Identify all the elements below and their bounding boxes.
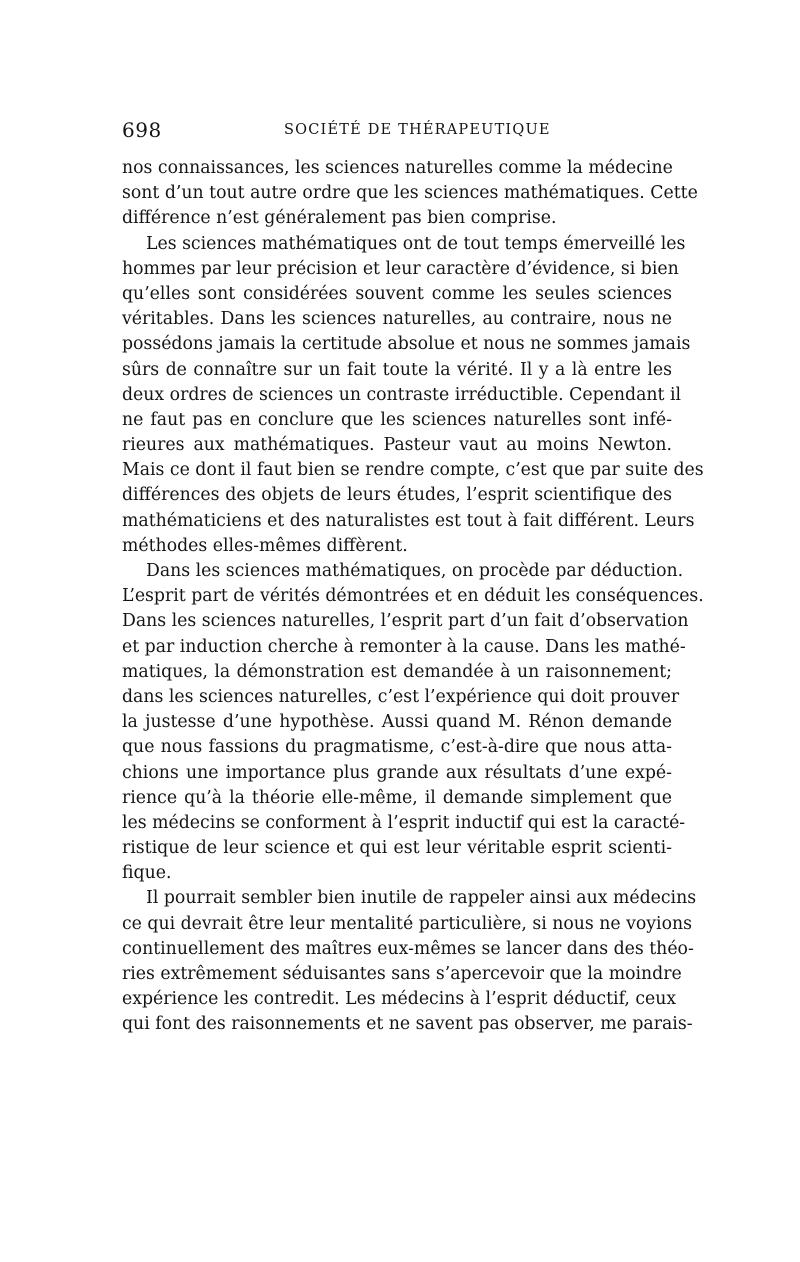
text-line: Mais ce dont il faut bien se rendre compte, c’est que par suite des (122, 460, 704, 481)
text-line: qu’elles sont considérées souvent comme les seules sciences (122, 283, 672, 304)
text-line: ce qui devrait être leur mentalité particulière, si nous ne voyions (122, 913, 692, 934)
text-line: ries extrêmement séduisantes sans s’apercevoir que la moindre (122, 964, 682, 984)
text-line: Dans les sciences naturelles, l’esprit part d’un fait d’observation (122, 611, 689, 632)
text-line: ristique de leur science et qui est leur véritable esprit scienti- (122, 838, 672, 859)
text-line: Dans les sciences mathématiques, on procède par déduction. (146, 561, 684, 581)
page-number: 698 (122, 118, 162, 142)
text-line: la justesse d’une hypothèse. Aussi quand M. Rénon demande (122, 712, 672, 733)
text-line: possédons jamais la certitude absolue et nous ne sommes jamais (122, 334, 691, 355)
text-line: L’esprit part de vérités démontrées et en déduit les conséquences. (122, 586, 704, 607)
text-line: sont d’un tout autre ordre que les sciences mathématiques. Cette (122, 183, 698, 204)
text-line: deux ordres de sciences un contraste irréductible. Cependant il (122, 384, 681, 405)
text-line: rience qu’à la théorie elle-même, il demande simplement que (122, 787, 672, 808)
page-header (122, 118, 672, 144)
text-line: dans les sciences naturelles, c’est l’expérience qui doit prouver (122, 686, 680, 707)
text-line: véritables. Dans les sciences naturelles, au contraire, nous ne (122, 309, 672, 330)
text-line: différences des objets de leurs études, l’esprit scientifique des (122, 485, 672, 506)
text-line: qui font des raisonnements et ne savent pas observer, me parais- (122, 1014, 693, 1035)
text-line: les médecins se conforment à l’esprit inductif qui est la caracté- (122, 812, 686, 833)
text-line: fique. (122, 863, 172, 884)
text-line: matiques, la démonstration est demandée à un raisonnement; (122, 661, 672, 682)
text-line: ne faut pas en conclure que les sciences naturelles sont infé- (122, 409, 672, 430)
text-line: que nous fassions du pragmatisme, c’est-à-dire que nous atta- (122, 737, 672, 758)
text-line: rieures aux mathématiques. Pasteur vaut au moins Newton. (122, 435, 672, 456)
running-head: SOCIÉTÉ DE THÉRAPEUTIQUE (284, 122, 551, 138)
text-line: méthodes elles-mêmes diffèrent. (122, 535, 408, 556)
text-line: et par induction cherche à remonter à la cause. Dans les mathé- (122, 636, 686, 657)
text-line: Les sciences mathématiques ont de tout temps émerveillé les (146, 233, 686, 254)
text-line: sûrs de connaître sur un fait toute la vérité. Il y a là entre les (122, 359, 672, 380)
text-line: hommes par leur précision et leur caractère d’évidence, si bien (122, 258, 679, 279)
text-line: nos connaissances, les sciences naturelles comme la médecine (122, 158, 673, 178)
text-line: expérience les contredit. Les médecins à l’esprit déductif, ceux (122, 989, 677, 1010)
text-line: chions une importance plus grande aux résultats d’une expé- (122, 762, 672, 783)
text-line: différence n’est généralement pas bien comprise. (122, 208, 557, 229)
body-text (122, 156, 704, 1038)
text-line: continuellement des maîtres eux-mêmes se lancer dans des théo- (122, 938, 694, 959)
text-line: Il pourrait sembler bien inutile de rappeler ainsi aux médecins (146, 888, 697, 909)
text-line: mathématiciens et des naturalistes est tout à fait différent. Leurs (122, 510, 695, 531)
